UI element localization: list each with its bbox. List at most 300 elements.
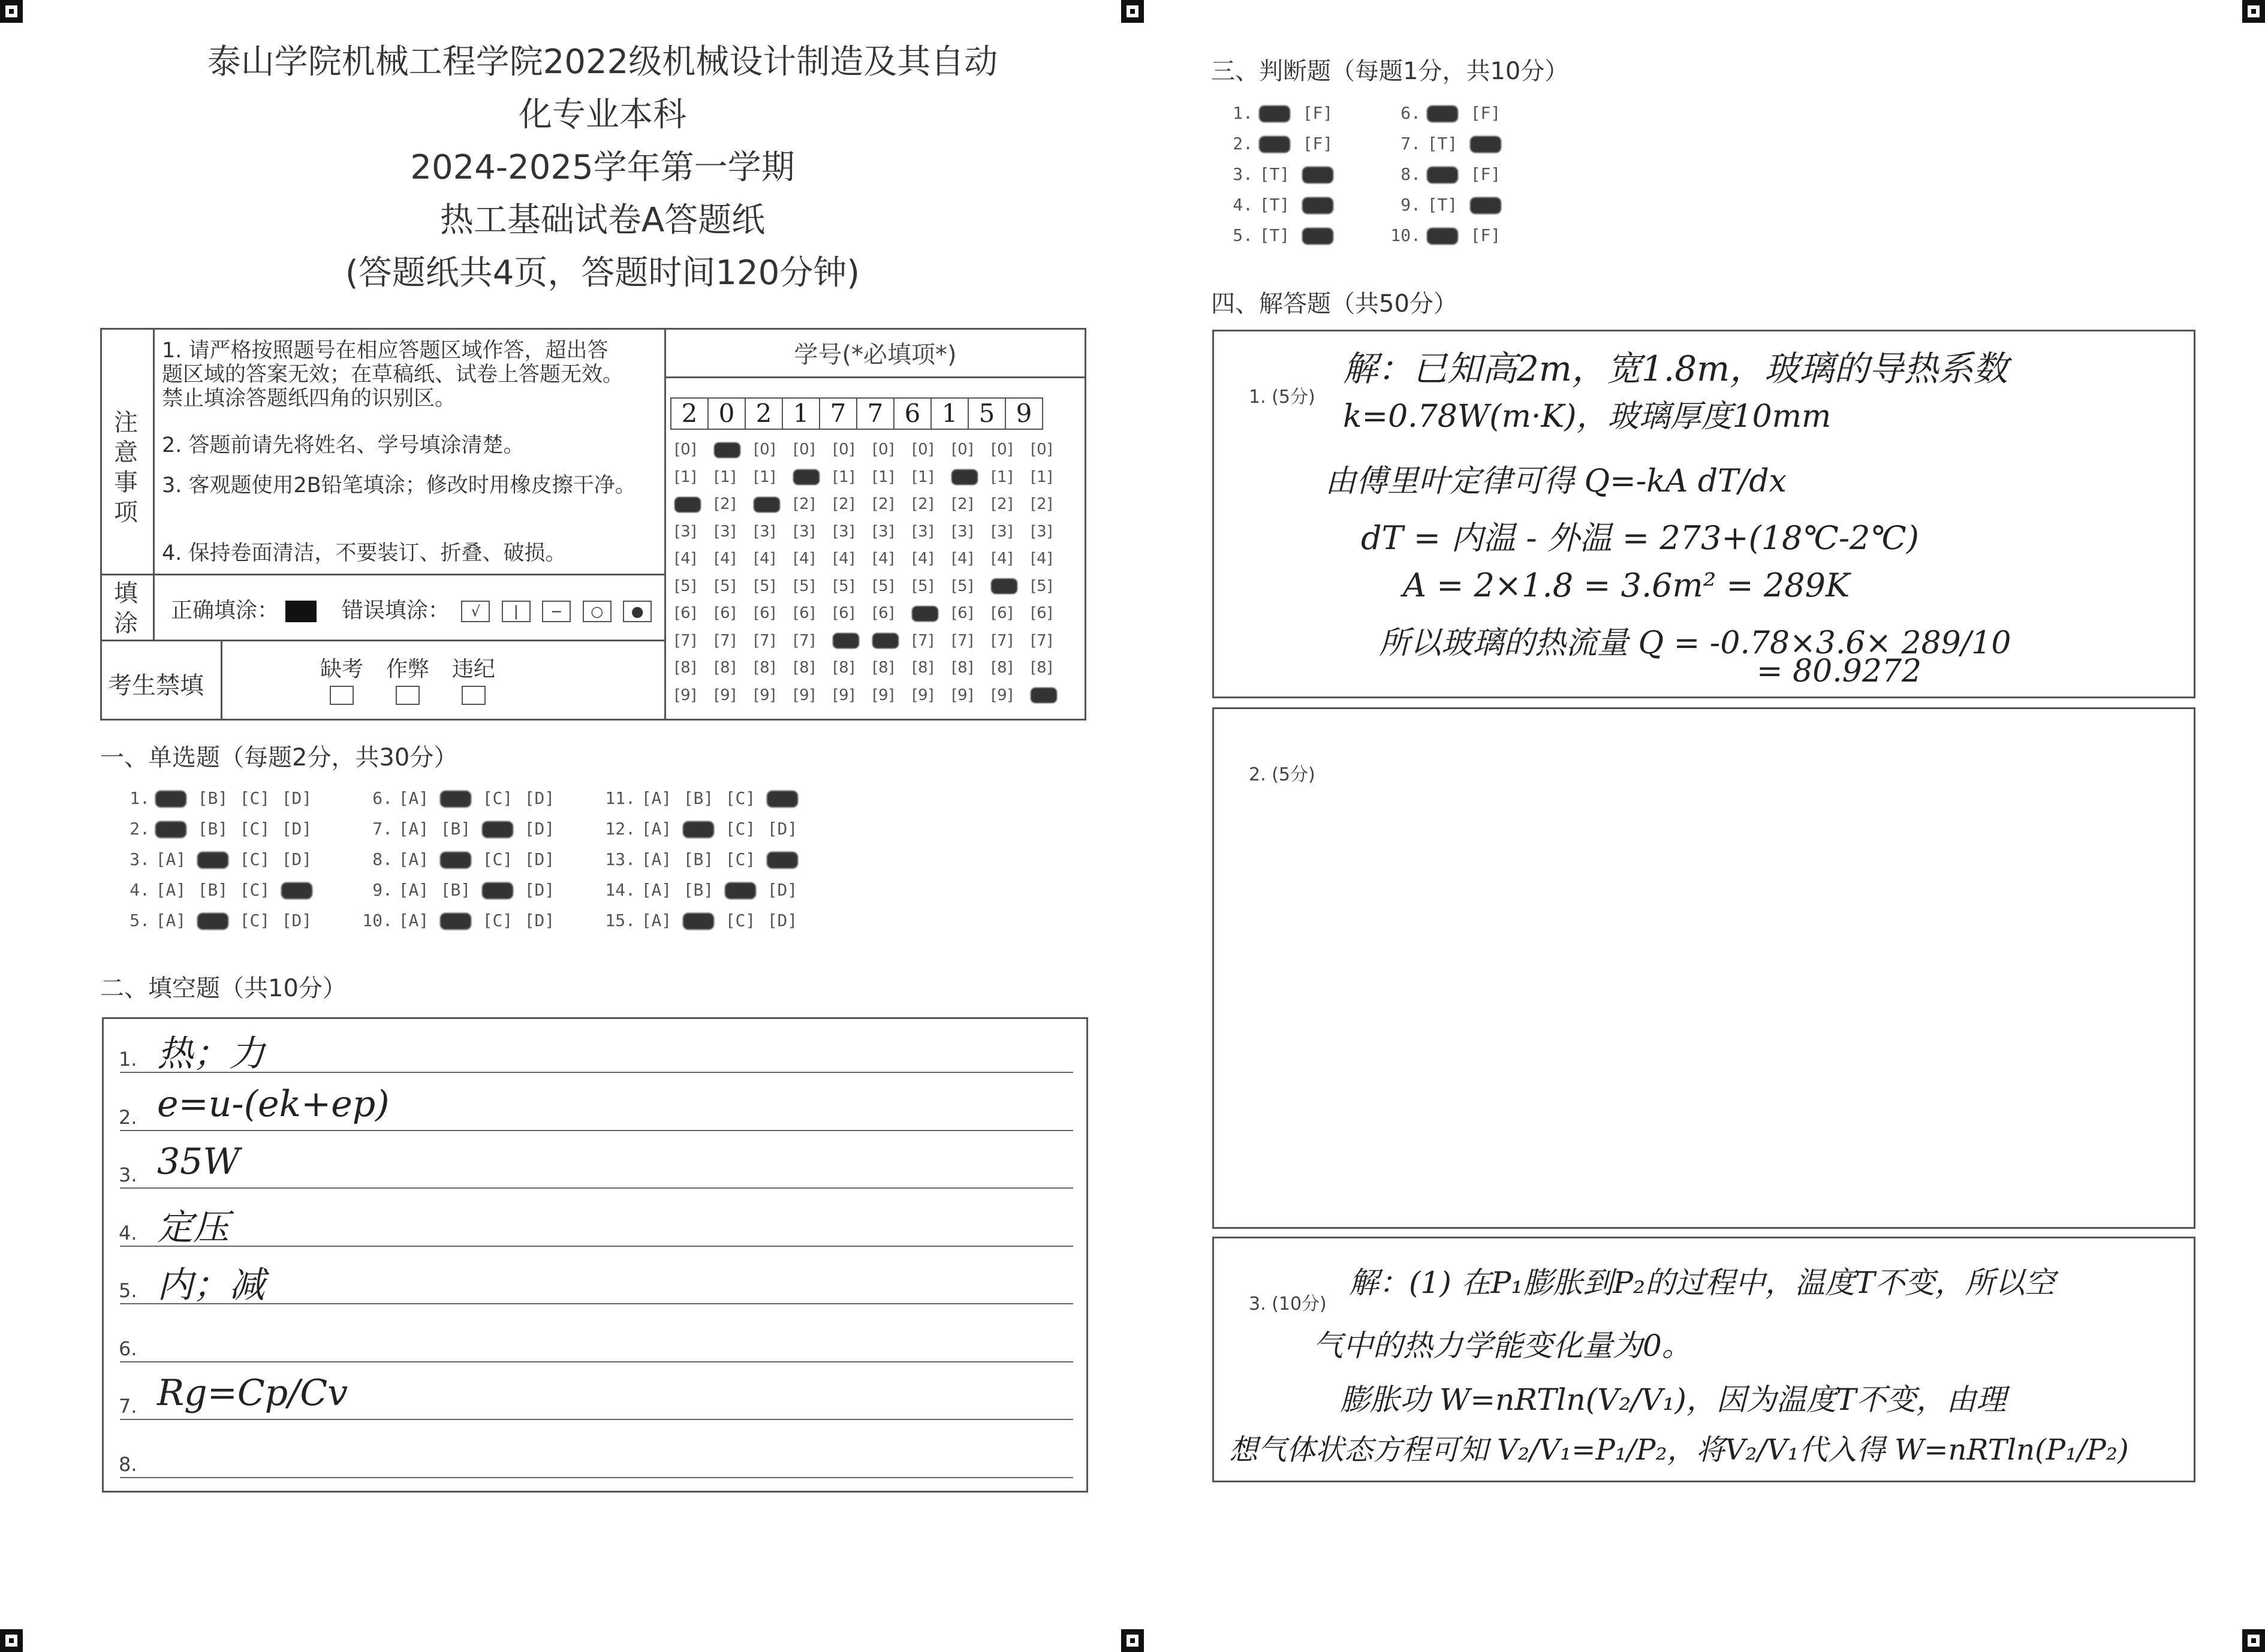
id-bubble[interactable]: [1]	[833, 468, 855, 486]
blank-answer[interactable]: 内；减	[157, 1264, 265, 1306]
id-bubble[interactable]: [5]	[951, 577, 974, 595]
tf-question	[1385, 134, 1507, 153]
tf-option[interactable]: [F]	[1470, 225, 1501, 245]
choice-option[interactable]: [A]	[641, 880, 672, 900]
id-bubble[interactable]: [5]	[1031, 577, 1053, 595]
student-id-digits	[670, 397, 1042, 430]
id-bubble[interactable]: [1]	[1031, 468, 1053, 486]
id-bubble[interactable]: [0]	[951, 441, 974, 459]
id-bubble[interactable]: [3]	[872, 522, 894, 541]
absent-checkbox[interactable]	[330, 686, 354, 705]
id-bubble[interactable]: [2]	[833, 495, 855, 513]
id-bubble[interactable]	[714, 441, 754, 459]
filled-mark	[1302, 228, 1333, 245]
choice-option[interactable]: [A]	[398, 911, 429, 930]
choice-option[interactable]	[477, 819, 519, 839]
id-bubble[interactable]: [0]	[754, 441, 776, 459]
choice-option[interactable]	[435, 788, 477, 808]
id-bubble[interactable]: [9]	[674, 686, 697, 704]
id-bubble[interactable]: [3]	[1031, 522, 1053, 541]
id-bubble[interactable]: [8]	[833, 659, 855, 677]
choice-option[interactable]	[435, 911, 477, 930]
question-number: 9.	[372, 880, 393, 900]
id-bubble-row	[674, 686, 1070, 704]
choice-option[interactable]: [B]	[683, 788, 714, 808]
id-bubble[interactable]: [4]	[674, 550, 697, 568]
tf-option[interactable]: [F]	[1470, 164, 1501, 184]
blank-number: 1.	[119, 1048, 137, 1071]
id-bubble[interactable]: [8]	[872, 659, 894, 677]
choice-question	[600, 849, 803, 869]
registration-mark	[2242, 1629, 2265, 1652]
choice-option[interactable]: [D]	[281, 819, 312, 839]
id-bubble[interactable]: [7]	[754, 631, 776, 650]
choice-option[interactable]	[719, 880, 761, 900]
question-number: 2.	[1233, 134, 1253, 153]
tf-question	[1385, 225, 1507, 245]
choice-option[interactable]	[276, 880, 318, 900]
q3-line-4: 想气体状态方程可知 V₂/V₁=P₁/P₂，将V₂/V₁代入得 W=nRTln(P₁/P₂)	[1229, 1433, 2129, 1467]
id-bubble[interactable]	[1031, 686, 1070, 704]
choice-option[interactable]: [C]	[239, 849, 270, 869]
choice-option[interactable]: [A]	[398, 880, 429, 900]
id-bubble[interactable]: [8]	[754, 659, 776, 677]
id-bubble[interactable]: [3]	[912, 522, 934, 541]
choice-option[interactable]: [C]	[239, 880, 270, 900]
id-bubble[interactable]	[951, 468, 991, 486]
id-bubble[interactable]: [5]	[833, 577, 855, 595]
question-number: 11.	[605, 788, 635, 808]
id-bubble[interactable]: [7]	[912, 631, 934, 650]
filled-mark	[440, 913, 471, 930]
q1-line-7: = 80.9272	[1757, 653, 1922, 689]
choice-option[interactable]: [D]	[281, 911, 312, 930]
q3-label: 3. (10分)	[1249, 1294, 1327, 1315]
tf-option[interactable]: [T]	[1427, 134, 1458, 153]
id-bubble[interactable]: [6]	[991, 604, 1013, 622]
filled-mark	[1302, 167, 1333, 183]
answer-line	[120, 1477, 1073, 1478]
question-number: 7.	[1400, 134, 1421, 153]
notice-item-1: 1. 请严格按照题号在相应答题区域作答，超出答题区域的答案无效；在草稿纸、试卷上答题无效。禁止填涂答题纸四角的识别区。	[162, 339, 624, 411]
question-number: 8.	[1400, 164, 1421, 184]
question-number: 1.	[129, 788, 150, 808]
choice-option[interactable]: [D]	[767, 880, 798, 900]
id-bubble-row	[674, 604, 1070, 622]
section3-title: 三、判断题（每题1分，共10分）	[1211, 58, 1569, 85]
tf-option[interactable]	[1253, 103, 1296, 123]
choice-question	[114, 819, 318, 839]
choice-option[interactable]: [B]	[683, 880, 714, 900]
filled-mark	[1031, 688, 1057, 703]
filled-mark	[833, 633, 859, 649]
blank-number: 8.	[119, 1452, 137, 1476]
id-bubble[interactable]: [2]	[793, 495, 815, 513]
id-bubble[interactable]: [4]	[754, 550, 776, 568]
id-bubble-row	[674, 659, 1070, 677]
filled-mark	[1427, 228, 1458, 245]
tf-option[interactable]: [T]	[1259, 195, 1290, 215]
id-bubble[interactable]: [7]	[793, 631, 815, 650]
choice-option[interactable]	[761, 788, 803, 808]
choice-option[interactable]: [C]	[725, 788, 756, 808]
cheating-label: 作弊	[385, 657, 429, 682]
choice-option[interactable]: [B]	[440, 880, 471, 900]
choice-option[interactable]	[761, 849, 803, 869]
question-number: 7.	[372, 819, 393, 839]
answer-line	[120, 1419, 1073, 1420]
id-bubble[interactable]: [2]	[912, 495, 934, 513]
filled-mark	[1470, 197, 1501, 214]
question-number: 4.	[1233, 195, 1253, 215]
question-number: 6.	[1400, 103, 1421, 123]
id-bubble[interactable]: [5]	[714, 577, 736, 595]
choice-option[interactable]: [D]	[524, 880, 555, 900]
question-number: 8.	[372, 849, 393, 869]
id-bubble[interactable]: [4]	[1031, 550, 1053, 568]
choice-option[interactable]: [C]	[482, 849, 513, 869]
id-bubble[interactable]	[754, 495, 793, 513]
id-bubble[interactable]: [6]	[1031, 604, 1053, 622]
id-bubble[interactable]: [0]	[793, 441, 815, 459]
id-bubble[interactable]: [4]	[833, 550, 855, 568]
id-bubble[interactable]: [7]	[951, 631, 974, 650]
tf-option[interactable]	[1421, 103, 1464, 123]
section4-title: 四、解答题（共50分）	[1211, 290, 1457, 318]
id-bubble[interactable]: [4]	[991, 550, 1013, 568]
choice-option[interactable]: [B]	[197, 819, 228, 839]
header-line-1: 泰山学院机械工程学院2022级机械设计制造及其自动	[207, 43, 998, 82]
id-bubble[interactable]: [0]	[674, 441, 697, 459]
id-bubble[interactable]: [0]	[1031, 441, 1053, 459]
question-number: 3.	[129, 849, 150, 869]
id-bubble[interactable]: [4]	[793, 550, 815, 568]
id-digit: 6	[893, 397, 932, 430]
id-bubble[interactable]: [2]	[714, 495, 736, 513]
choice-option[interactable]: [D]	[767, 911, 798, 930]
choice-question	[357, 819, 561, 839]
id-bubble-row	[674, 550, 1070, 568]
choice-option[interactable]: [A]	[641, 819, 672, 839]
violation-checkbox[interactable]	[462, 686, 486, 705]
choice-option[interactable]: [B]	[197, 788, 228, 808]
filled-mark	[767, 852, 798, 869]
id-bubble[interactable]: [9]	[833, 686, 855, 704]
id-bubble[interactable]: [6]	[872, 604, 894, 622]
violation-label: 违纪	[451, 657, 495, 682]
q2-label: 2. (5分)	[1249, 764, 1315, 785]
filled-mark	[197, 852, 228, 869]
tf-option[interactable]	[1296, 164, 1339, 184]
id-bubble[interactable]: [9]	[991, 686, 1013, 704]
id-bubble[interactable]: [2]	[951, 495, 974, 513]
tf-option[interactable]: [F]	[1470, 103, 1501, 123]
choice-option[interactable]: [A]	[155, 911, 186, 930]
choice-option[interactable]: [C]	[482, 911, 513, 930]
id-bubble[interactable]: [8]	[912, 659, 934, 677]
choice-option[interactable]	[677, 819, 719, 839]
choice-option[interactable]: [A]	[155, 880, 186, 900]
id-bubble[interactable]: [5]	[872, 577, 894, 595]
id-bubble[interactable]: [6]	[793, 604, 815, 622]
tf-question	[1385, 103, 1507, 123]
absent-label: 缺考	[320, 657, 363, 682]
id-bubble[interactable]: [6]	[714, 604, 736, 622]
answer-line	[120, 1130, 1073, 1131]
filled-mark	[482, 882, 513, 899]
id-bubble[interactable]	[674, 495, 714, 513]
choice-option[interactable]: [C]	[725, 849, 756, 869]
question-number: 10.	[362, 911, 393, 930]
wrong-sample-dash: −	[542, 601, 571, 622]
choice-option[interactable]: [D]	[767, 819, 798, 839]
choice-option[interactable]: [B]	[197, 880, 228, 900]
id-bubble[interactable]: [8]	[951, 659, 974, 677]
id-bubble[interactable]: [9]	[872, 686, 894, 704]
choice-option[interactable]: [A]	[398, 819, 429, 839]
choice-option[interactable]: [D]	[281, 788, 312, 808]
id-bubble[interactable]: [1]	[714, 468, 736, 486]
blank-number: 5.	[119, 1279, 137, 1302]
id-bubble[interactable]: [3]	[754, 522, 776, 541]
choice-option[interactable]	[677, 911, 719, 930]
id-bubble[interactable]	[991, 577, 1031, 595]
id-bubble[interactable]	[872, 632, 912, 650]
choice-option[interactable]	[150, 788, 192, 808]
choice-option[interactable]: [A]	[641, 911, 672, 930]
filled-mark	[991, 578, 1017, 594]
id-digit: 2	[745, 397, 783, 430]
tf-question	[1217, 103, 1339, 123]
tf-option[interactable]	[1296, 225, 1339, 245]
q1-line-4: dT = 内温 - 外温 = 273+(18℃-2℃)	[1361, 519, 1919, 557]
choice-option[interactable]: [C]	[725, 911, 756, 930]
id-bubble[interactable]: [9]	[912, 686, 934, 704]
id-bubble[interactable]: [5]	[674, 577, 697, 595]
id-bubble[interactable]: [7]	[991, 631, 1013, 650]
notice-item-2: 2. 答题前请先将姓名、学号填涂清楚。	[162, 433, 525, 457]
wrong-fill-label: 错误填涂：	[341, 598, 450, 623]
choice-question	[114, 788, 318, 808]
id-bubble[interactable]: [4]	[912, 550, 934, 568]
tf-option[interactable]: [T]	[1259, 225, 1290, 245]
choice-option[interactable]: [D]	[524, 819, 555, 839]
filled-mark	[1427, 105, 1458, 122]
blank-number: 3.	[119, 1163, 137, 1186]
choice-question	[114, 880, 318, 900]
id-bubble[interactable]	[833, 632, 872, 650]
q1-line-6: 所以玻璃的热流量 Q = -0.78×3.6× 289/10	[1379, 625, 2011, 661]
choice-option[interactable]: [A]	[155, 849, 186, 869]
choice-option[interactable]: [D]	[281, 849, 312, 869]
choice-question	[357, 849, 561, 869]
choice-option[interactable]	[477, 880, 519, 900]
tf-option[interactable]: [T]	[1259, 164, 1290, 184]
choice-option[interactable]: [A]	[641, 849, 672, 869]
registration-mark	[1121, 0, 1144, 23]
question-number: 10.	[1390, 225, 1421, 245]
student-id-title: 学号(*必填项*)	[794, 341, 957, 369]
id-bubble[interactable]: [7]	[674, 631, 697, 650]
blank-answer[interactable]: e=u-(ek+ep)	[157, 1083, 390, 1125]
answer-line	[120, 1187, 1073, 1189]
choice-option[interactable]: [C]	[239, 819, 270, 839]
choice-option[interactable]: [A]	[398, 788, 429, 808]
id-bubble[interactable]: [9]	[793, 686, 815, 704]
notice-label: 注意事项	[114, 409, 138, 526]
id-bubble[interactable]	[912, 604, 951, 622]
tf-option[interactable]	[1464, 134, 1507, 153]
tf-option[interactable]	[1421, 225, 1464, 245]
header-line-4: 热工基础试卷A答题纸	[439, 201, 766, 240]
id-digit: 1	[930, 397, 969, 430]
wrong-sample-check: √	[461, 601, 490, 622]
id-bubble[interactable]: [9]	[951, 686, 974, 704]
choice-option[interactable]: [C]	[725, 819, 756, 839]
id-bubble[interactable]: [6]	[951, 604, 974, 622]
filled-mark	[1427, 167, 1458, 183]
filled-mark	[872, 633, 899, 649]
correct-fill-label: 正确填涂：	[171, 598, 279, 623]
id-bubble[interactable]: [3]	[991, 522, 1013, 541]
choice-option[interactable]: [D]	[524, 911, 555, 930]
blank-answer[interactable]: 热；力	[157, 1033, 265, 1075]
choice-question	[114, 911, 318, 930]
choice-option[interactable]: [B]	[683, 849, 714, 869]
choice-option[interactable]: [C]	[239, 911, 270, 930]
id-bubble[interactable]: [2]	[991, 495, 1013, 513]
question-number: 4.	[129, 880, 150, 900]
id-bubble[interactable]: [3]	[674, 522, 697, 541]
cheating-checkbox[interactable]	[396, 686, 420, 705]
id-bubble[interactable]: [2]	[872, 495, 894, 513]
tf-option[interactable]	[1421, 164, 1464, 184]
q1-line-1: 解：已知高2m，宽1.8m，玻璃的导热系数	[1343, 348, 2008, 389]
id-bubble[interactable]: [3]	[951, 522, 974, 541]
filled-mark	[155, 791, 186, 807]
id-bubble[interactable]: [4]	[872, 550, 894, 568]
filled-mark	[281, 882, 312, 899]
blank-answer[interactable]: Rg=Cp/Cv	[157, 1372, 348, 1414]
q3-line-2: 气中的热力学能变化量为0。	[1313, 1328, 1692, 1363]
tf-option[interactable]: [F]	[1302, 134, 1333, 153]
id-bubble[interactable]: [6]	[674, 604, 697, 622]
registration-mark	[0, 1629, 23, 1652]
blank-answer[interactable]: 定压	[157, 1206, 229, 1249]
id-bubble[interactable]: [0]	[833, 441, 855, 459]
id-bubble[interactable]: [1]	[991, 468, 1013, 486]
tf-question	[1217, 134, 1339, 153]
id-bubble[interactable]: [4]	[951, 550, 974, 568]
choice-option[interactable]: [D]	[524, 849, 555, 869]
choice-option[interactable]: [D]	[524, 788, 555, 808]
id-digit: 5	[968, 397, 1006, 430]
id-bubble[interactable]: [3]	[833, 522, 855, 541]
fill-legend	[171, 593, 652, 624]
id-bubble[interactable]: [1]	[872, 468, 894, 486]
id-bubble[interactable]: [3]	[714, 522, 736, 541]
id-bubble-row	[674, 523, 1070, 541]
id-bubble[interactable]: [8]	[793, 659, 815, 677]
id-bubble[interactable]: [5]	[754, 577, 776, 595]
choice-option[interactable]: [A]	[641, 788, 672, 808]
id-bubble[interactable]: [9]	[754, 686, 776, 704]
tf-option[interactable]	[1464, 195, 1507, 215]
id-bubble[interactable]: [7]	[1031, 631, 1053, 650]
id-bubble[interactable]: [0]	[872, 441, 894, 459]
tf-option[interactable]: [T]	[1427, 195, 1458, 215]
tf-question	[1385, 195, 1507, 215]
filled-mark	[440, 791, 471, 807]
filled-mark	[674, 497, 701, 513]
id-bubble[interactable]: [1]	[754, 468, 776, 486]
filled-mark	[1259, 105, 1290, 122]
question-number: 2.	[129, 819, 150, 839]
choice-option[interactable]: [B]	[440, 819, 471, 839]
tf-option[interactable]	[1296, 195, 1339, 215]
question-number: 3.	[1233, 164, 1253, 184]
choice-question	[600, 788, 803, 808]
id-bubble[interactable]: [5]	[912, 577, 934, 595]
choice-option[interactable]	[435, 849, 477, 869]
registration-mark	[0, 0, 23, 23]
id-bubble[interactable]: [0]	[991, 441, 1013, 459]
id-bubble[interactable]	[793, 468, 833, 486]
id-bubble[interactable]: [1]	[674, 468, 697, 486]
choice-option[interactable]	[192, 911, 234, 930]
id-bubble[interactable]: [4]	[714, 550, 736, 568]
choice-option[interactable]	[150, 819, 192, 839]
choice-question	[357, 880, 561, 900]
id-bubble[interactable]: [3]	[793, 522, 815, 541]
id-digit: 7	[856, 397, 894, 430]
exam-restricted-label: 考生禁填	[108, 672, 204, 700]
answer-box-q2	[1212, 707, 2195, 1229]
id-bubble[interactable]: [2]	[1031, 495, 1053, 513]
answer-line	[120, 1246, 1073, 1247]
question-number: 12.	[605, 819, 635, 839]
id-bubble[interactable]: [8]	[991, 659, 1013, 677]
tf-question	[1385, 164, 1507, 184]
tf-option[interactable]	[1253, 134, 1296, 153]
filled-mark	[951, 469, 978, 485]
id-bubble[interactable]: [8]	[1031, 659, 1053, 677]
notice-item-4: 4. 保持卷面清洁，不要装订、折叠、破损。	[162, 541, 567, 565]
choice-option[interactable]: [C]	[239, 788, 270, 808]
id-bubble[interactable]: [5]	[793, 577, 815, 595]
choice-option[interactable]	[192, 849, 234, 869]
id-bubble[interactable]: [8]	[714, 659, 736, 677]
blank-answer[interactable]: 35W	[157, 1141, 240, 1183]
choice-option[interactable]: [A]	[398, 849, 429, 869]
id-bubble[interactable]: [9]	[714, 686, 736, 704]
id-bubble[interactable]: [6]	[754, 604, 776, 622]
id-bubble[interactable]: [8]	[674, 659, 697, 677]
choice-question	[114, 849, 318, 869]
header-line-3: 2024-2025学年第一学期	[410, 148, 795, 187]
id-bubble[interactable]: [7]	[714, 631, 736, 650]
id-bubble[interactable]: [6]	[833, 604, 855, 622]
question-number: 6.	[372, 788, 393, 808]
id-bubble[interactable]: [0]	[912, 441, 934, 459]
choice-option[interactable]: [C]	[482, 788, 513, 808]
wrong-sample-dot: ●	[623, 601, 652, 622]
tf-option[interactable]: [F]	[1302, 103, 1333, 123]
id-bubble[interactable]: [1]	[912, 468, 934, 486]
id-bubble-row	[674, 468, 1070, 486]
q1-label: 1. (5分)	[1249, 387, 1315, 408]
q1-line-2: k=0.78W(m·K)，玻璃厚度10mm	[1343, 399, 1832, 435]
